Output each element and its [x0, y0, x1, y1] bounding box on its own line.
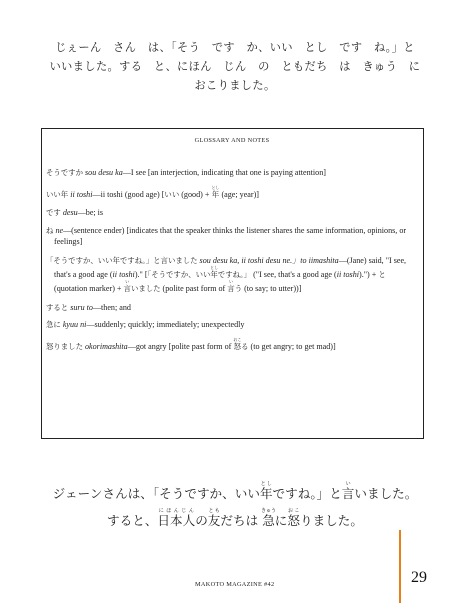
- ruby-final-toshi: 年とし: [259, 481, 273, 501]
- page-number-rule: [399, 530, 401, 603]
- ruby-final-nihonjin: 日本人にほんじん: [157, 508, 196, 528]
- ruby-toshi: 年とし: [211, 185, 220, 199]
- glossary-entry-kyuu-ni: 急に kyuu ni—suddenly; quickly; immediately; unexpectedly: [46, 320, 245, 329]
- magazine-title: MAKOTO MAGAZINE #42: [195, 581, 275, 588]
- kana-line-1: じぇーん さん は、「そう です か、いい とし です ね。」と: [55, 41, 415, 54]
- glossary-title: GLOSSARY AND NOTES: [194, 137, 270, 144]
- kanji-line-2: すると、日本人にほんじんの友ともだちは 急きゅうに怒おこりました。: [107, 508, 363, 528]
- story-kanji-paragraph: [30, 480, 440, 534]
- glossary-entry-iimashita: 「そうですか、いい年ですね。」と言いました sou desu ka, ii toshi desu ne.」to iimashita—(Jane) said, "I see, that's a good age (ii toshi)." [「そうですか、いい年としですね。」 ("I see, that's a good age (ii toshi).") + と (quotation marker) + 言いいました (polite past form of 言いう (to say; to utter))]: [46, 256, 407, 293]
- glossary-box: [41, 128, 424, 439]
- ruby-ii: 言い: [123, 279, 131, 293]
- glossary-entry-ne: ね ne—(sentence ender) [indicates that the speaker thinks the listener shares the same information, opinions, or feelings]: [46, 226, 407, 246]
- ruby-final-tomo: 友とも: [207, 508, 221, 528]
- glossary-entry-desu: です desu—be; is: [46, 208, 104, 217]
- ruby-final-ii: 言い: [341, 481, 355, 501]
- glossary-entry-sou-desu-ka: そうですか sou desu ka—I see [an interjection, indicating that one is paying attention]: [46, 168, 326, 177]
- kanji-line-1: ジェーンさんは、「そうですか、いい年としですね。」と言いいました。: [52, 481, 418, 501]
- page-number: 29: [411, 569, 427, 586]
- kana-line-2: いいました。する と、にほん じん の ともだち は きゅう に: [49, 60, 421, 73]
- kana-line-3: おこりました。: [194, 79, 276, 92]
- ruby-final-okoru: 怒おこ: [287, 508, 300, 528]
- ruby-okoru: 怒おこ: [233, 337, 242, 351]
- glossary-entry-suru-to: すると suru to—then; and: [46, 303, 131, 312]
- ruby-toshi-2: 年とし: [210, 265, 219, 279]
- ruby-final-kyuu: 急きゅう: [260, 508, 276, 528]
- ruby-iu: 言い: [227, 279, 235, 293]
- glossary-entry-ii-toshi: いい年 ii toshi—ii toshi (good age) [いい (good) + 年とし (age; year)]: [46, 185, 259, 199]
- glossary-entry-okorimashita: 怒りました okorimashita—got angry [polite past form of 怒おこる (to get angry; to get mad)]: [46, 337, 336, 351]
- story-kana-paragraph: [30, 38, 440, 95]
